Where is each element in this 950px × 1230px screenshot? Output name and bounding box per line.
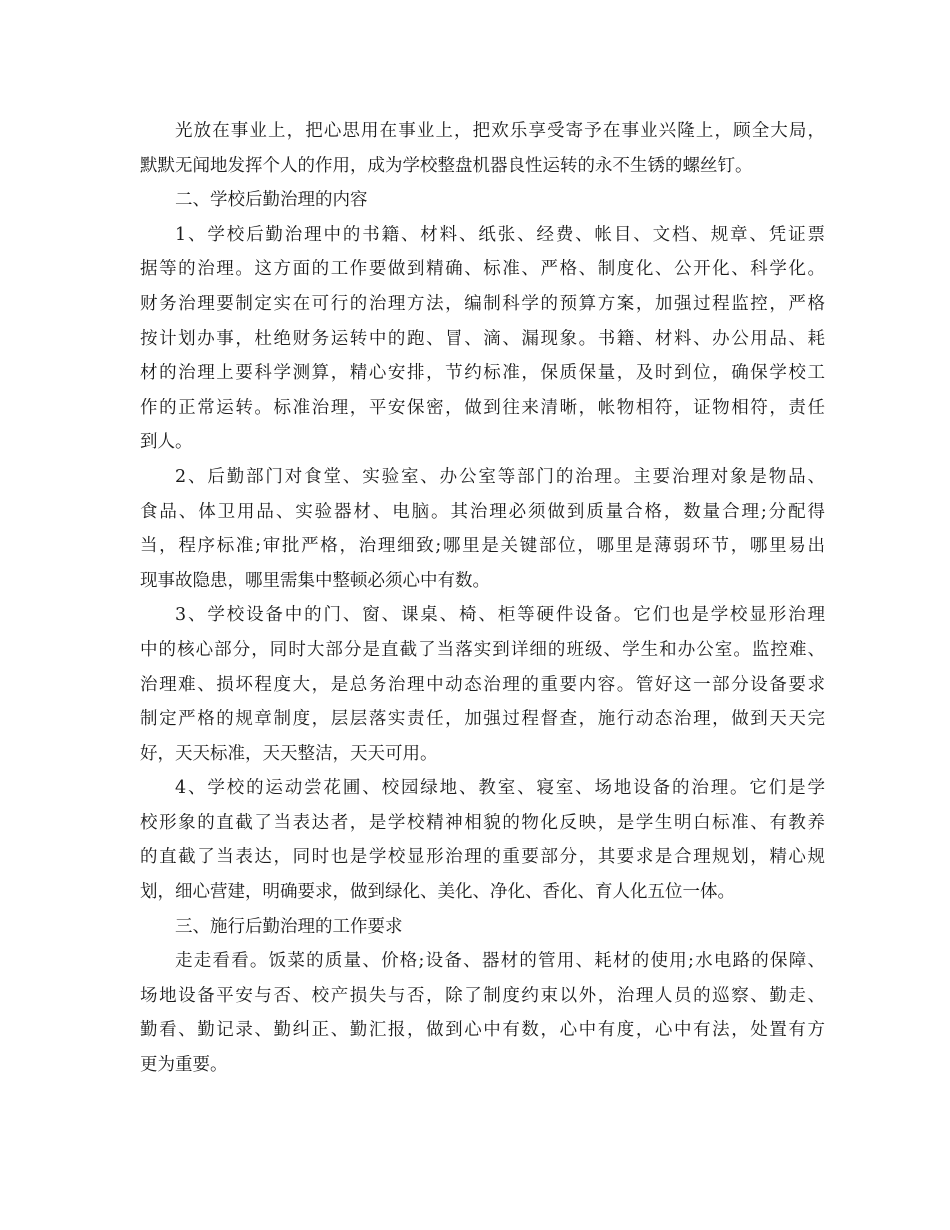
text-line: 据等的治理。这方面的工作要做到精确、标准、严格、制度化、公开化、科学化。	[140, 259, 825, 280]
text-line: 3、学校设备中的门、窗、课桌、椅、柜等硬件设备。它们也是学校显形治理	[175, 605, 825, 626]
text-line: 划，细心营建，明确要求，做到绿化、美化、净化、香化、育人化五位一体。	[140, 882, 735, 903]
document-page	[140, 114, 825, 1083]
text-line: 1、学校后勤治理中的书籍、材料、纸张、经费、帐目、文档、规章、凭证票	[175, 224, 825, 245]
text-line: 食品、体卫用品、实验器材、电脑。其治理必须做到质量合格，数量合理;分配得	[140, 501, 825, 522]
text-line: 走走看看。饭菜的质量、价格;设备、器材的管用、耗材的使用;水电路的保障、	[175, 951, 825, 972]
text-line: 到人。	[140, 432, 193, 453]
text-line: 2、后勤部门对食堂、实验室、办公室等部门的治理。主要治理对象是物品、	[175, 466, 825, 487]
text-line: 4、学校的运动尝花圃、校园绿地、教室、寝室、场地设备的治理。它们是学	[175, 778, 825, 799]
text-line: 场地设备平安与否、校产损失与否，除了制度约束以外，治理人员的巡察、勤走、	[140, 985, 825, 1006]
text-line: 作的正常运转。标准治理，平安保密，做到往来清晰，帐物相符，证物相符，责任	[140, 397, 825, 418]
text-line: 中的核心部分，同时大部分是直截了当落实到详细的班级、学生和办公室。监控难、	[140, 639, 825, 660]
text-line: 当，程序标准;审批严格，治理细致;哪里是关键部位，哪里是薄弱环节，哪里易出	[140, 536, 825, 557]
text-line: 治理难、损坏程度大，是总务治理中动态治理的重要内容。管好这一部分设备要求	[140, 674, 825, 695]
text-line: 光放在事业上，把心思用在事业上，把欢乐享受寄予在事业兴隆上，顾全大局，	[175, 121, 825, 141]
text-line: 的直截了当表达，同时也是学校显形治理的重要部分，其要求是合理规划，精心规	[140, 847, 825, 868]
text-line: 好，天天标准，天天整洁，天天可用。	[140, 743, 438, 764]
text-line: 现事故隐患，哪里需集中整顿必须心中有数。	[140, 570, 490, 591]
section-heading: 三、施行后勤治理的工作要求	[175, 916, 403, 937]
text-line: 按计划办事，杜绝财务运转中的跑、冒、滴、漏现象。书籍、材料、办公用品、耗	[140, 328, 825, 349]
text-line: 勤看、勤记录、勤纠正、勤汇报，做到心中有数，心中有度，心中有法，处置有方	[140, 1020, 825, 1041]
text-line: 校形象的直截了当表达者，是学校精神相貌的物化反映，是学生明白标准、有教养	[140, 812, 825, 833]
section-heading: 二、学校后勤治理的内容	[175, 190, 368, 211]
text-line: 默默无闻地发挥个人的作用，成为学校整盘机器良性运转的永不生锈的螺丝钉。	[140, 155, 753, 176]
text-line: 财务治理要制定实在可行的治理方法，编制科学的预算方案，加强过程监控，严格	[140, 293, 825, 314]
text-line: 更为重要。	[140, 1055, 228, 1076]
text-line: 制定严格的规章制度，层层落实责任，加强过程督查，施行动态治理，做到天天完	[140, 709, 825, 730]
text-line: 材的治理上要科学测算，精心安排，节约标准，保质保量，及时到位，确保学校工	[140, 363, 825, 384]
